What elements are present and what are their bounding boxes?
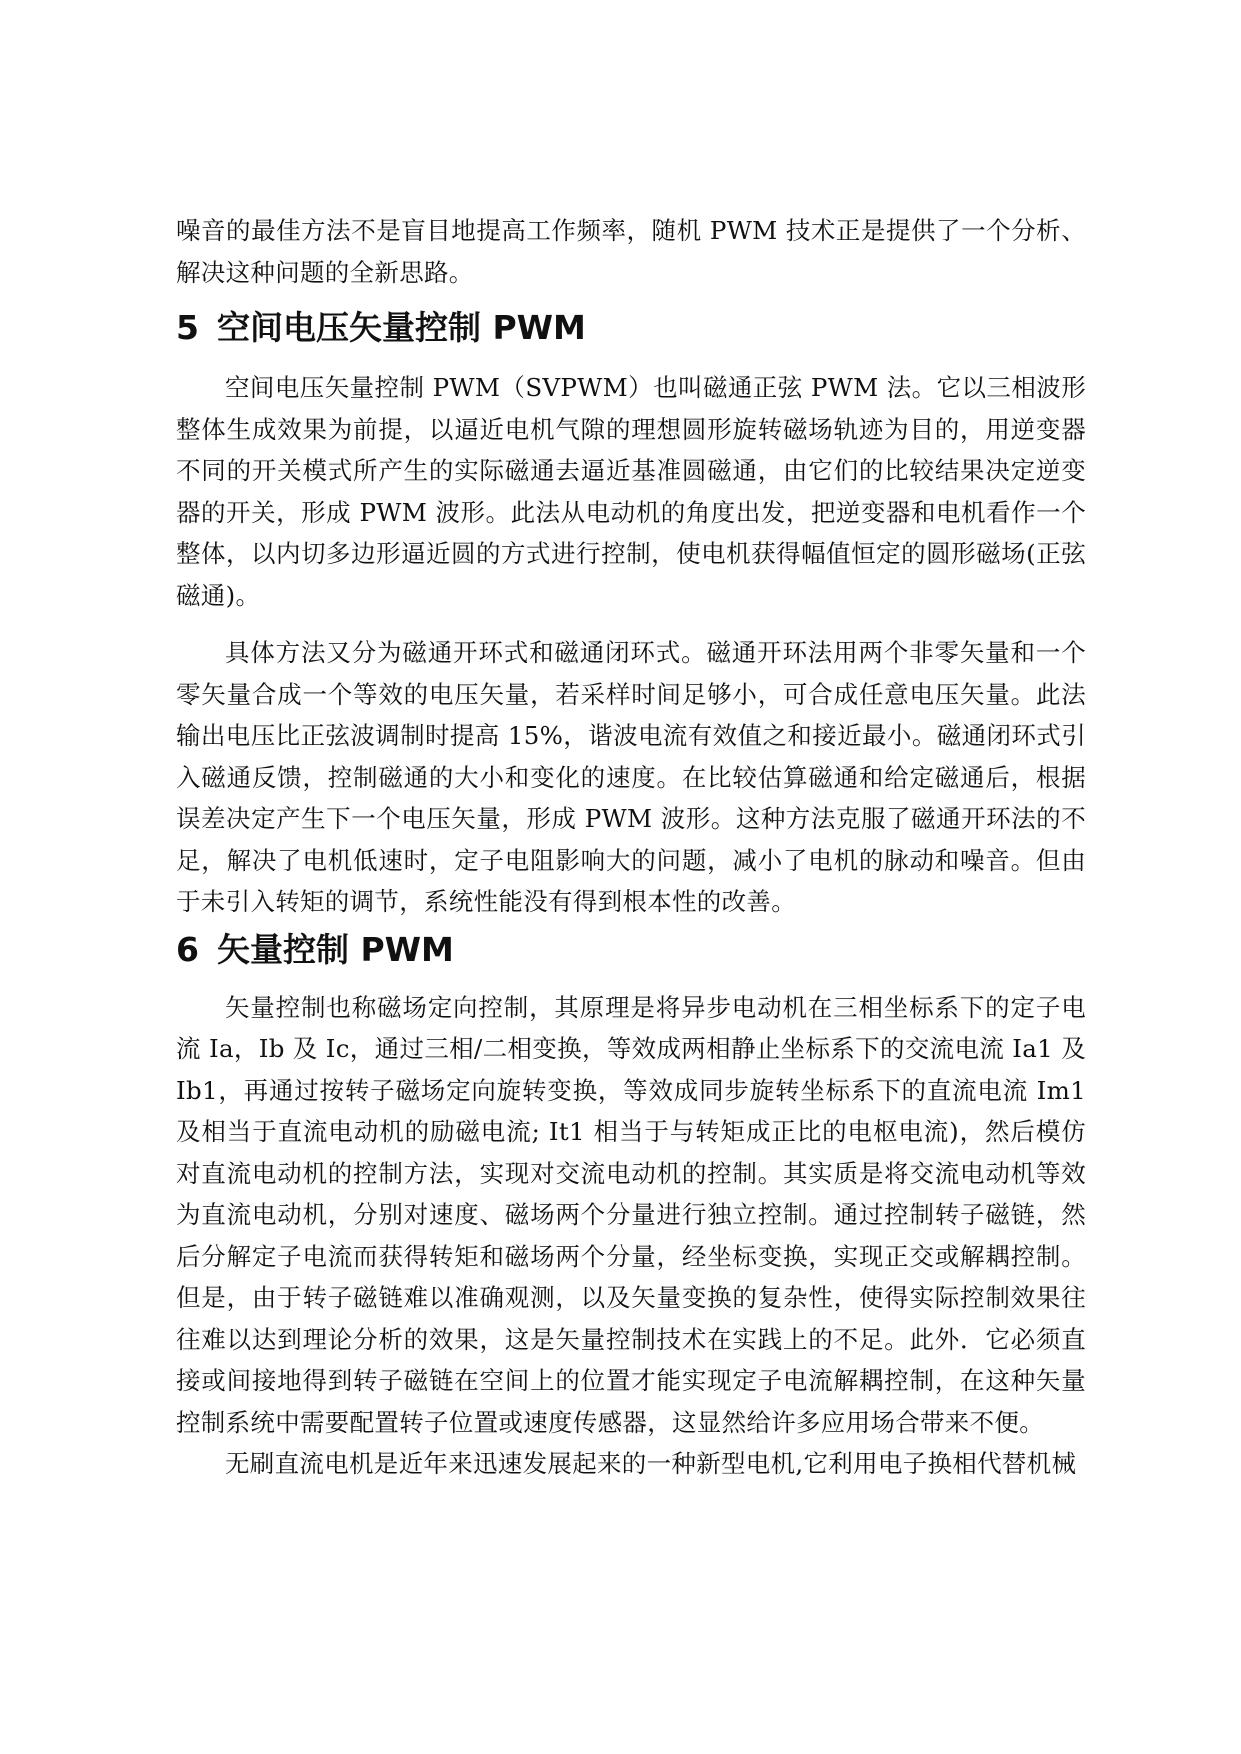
section-title: 空间电压矢量控制 PWM (216, 308, 586, 347)
section-heading-6 (176, 927, 1086, 973)
page-content (176, 210, 1086, 1485)
section-heading-5 (176, 305, 1086, 351)
paragraph-svpwm-intro: 空间电压矢量控制 PWM（SVPWM）也叫磁通正弦 PWM 法。它以三相波形整体生成效果为前提，以逼近电机气隙的理想圆形旋转磁场轨迹为目的，用逆变器不同的开关模式所产生的实际磁通去逼近基准圆磁通，由它们的比较结果决定逆变器的开关，形成 PWM 波形。此法从电动机的角度出发，把逆变器和电机看作一个整体，以内切多边形逼近圆的方式进行控制，使电机获得幅值恒定的圆形磁场(正弦磁通)。 (176, 373, 1086, 610)
paragraph-brushless-dc: 无刷直流电机是近年来迅速发展起来的一种新型电机,它利用电子换相代替机械 (225, 1449, 1077, 1478)
section-title: 矢量控制 PWM (216, 929, 454, 969)
section-number: 5 (176, 308, 199, 347)
paragraph-noise-continuation: 噪音的最佳方法不是盲目地提高工作频率，随机 PWM 技术正是提供了一个分析、解决这种问题的全新思路。 (176, 216, 1086, 287)
section-number: 6 (176, 929, 199, 969)
paragraph-svpwm-methods: 具体方法又分为磁通开环式和磁通闭环式。磁通开环法用两个非零矢量和一个零矢量合成一个等效的电压矢量，若采样时间足够小，可合成任意电压矢量。此法输出电压比正弦波调制时提高 15%，谐波电流有效值之和接近最小。磁通闭环式引入磁通反馈，控制磁通的大小和变化的速度。在比较估算磁通和给定磁通后，根据误差决定产生下一个电压矢量，形成 PWM 波形。这种方法克服了磁通开环法的不足，解决了电机低速时，定子电阻影响大的问题，减小了电机的脉动和噪音。但由于未引入转矩的调节，系统性能没有得到根本性的改善。 (176, 638, 1086, 916)
paragraph-vector-control: 矢量控制也称磁场定向控制，其原理是将异步电动机在三相坐标系下的定子电流 Ia，Ib 及 Ic，通过三相/二相变换，等效成两相静止坐标系下的交流电流 Ia1 及Ib1，再通过按转子磁场定向旋转变换，等效成同步旋转坐标系下的直流电流 Im1 及相当于直流电动机的励磁电流; It1 相当于与转矩成正比的电枢电流)，然后模仿对直流电动机的控制方法，实现对交流电动机的控制。其实质是将交流电动机等效为直流电动机，分别对速度、磁场两个分量进行独立控制。通过控制转子磁链，然后分解定子电流而获得转矩和磁场两个分量，经坐标变换，实现正交或解耦控制。但是，由于转子磁链难以准确观测，以及矢量变换的复杂性，使得实际控制效果往往难以达到理论分析的效果，这是矢量控制技术在实践上的不足。此外．它必须直接或间接地得到转子磁链在空间上的位置才能实现定子电流解耦控制，在这种矢量控制系统中需要配置转子位置或速度传感器，这显然给许多应用场合带来不便。 (176, 992, 1086, 1437)
